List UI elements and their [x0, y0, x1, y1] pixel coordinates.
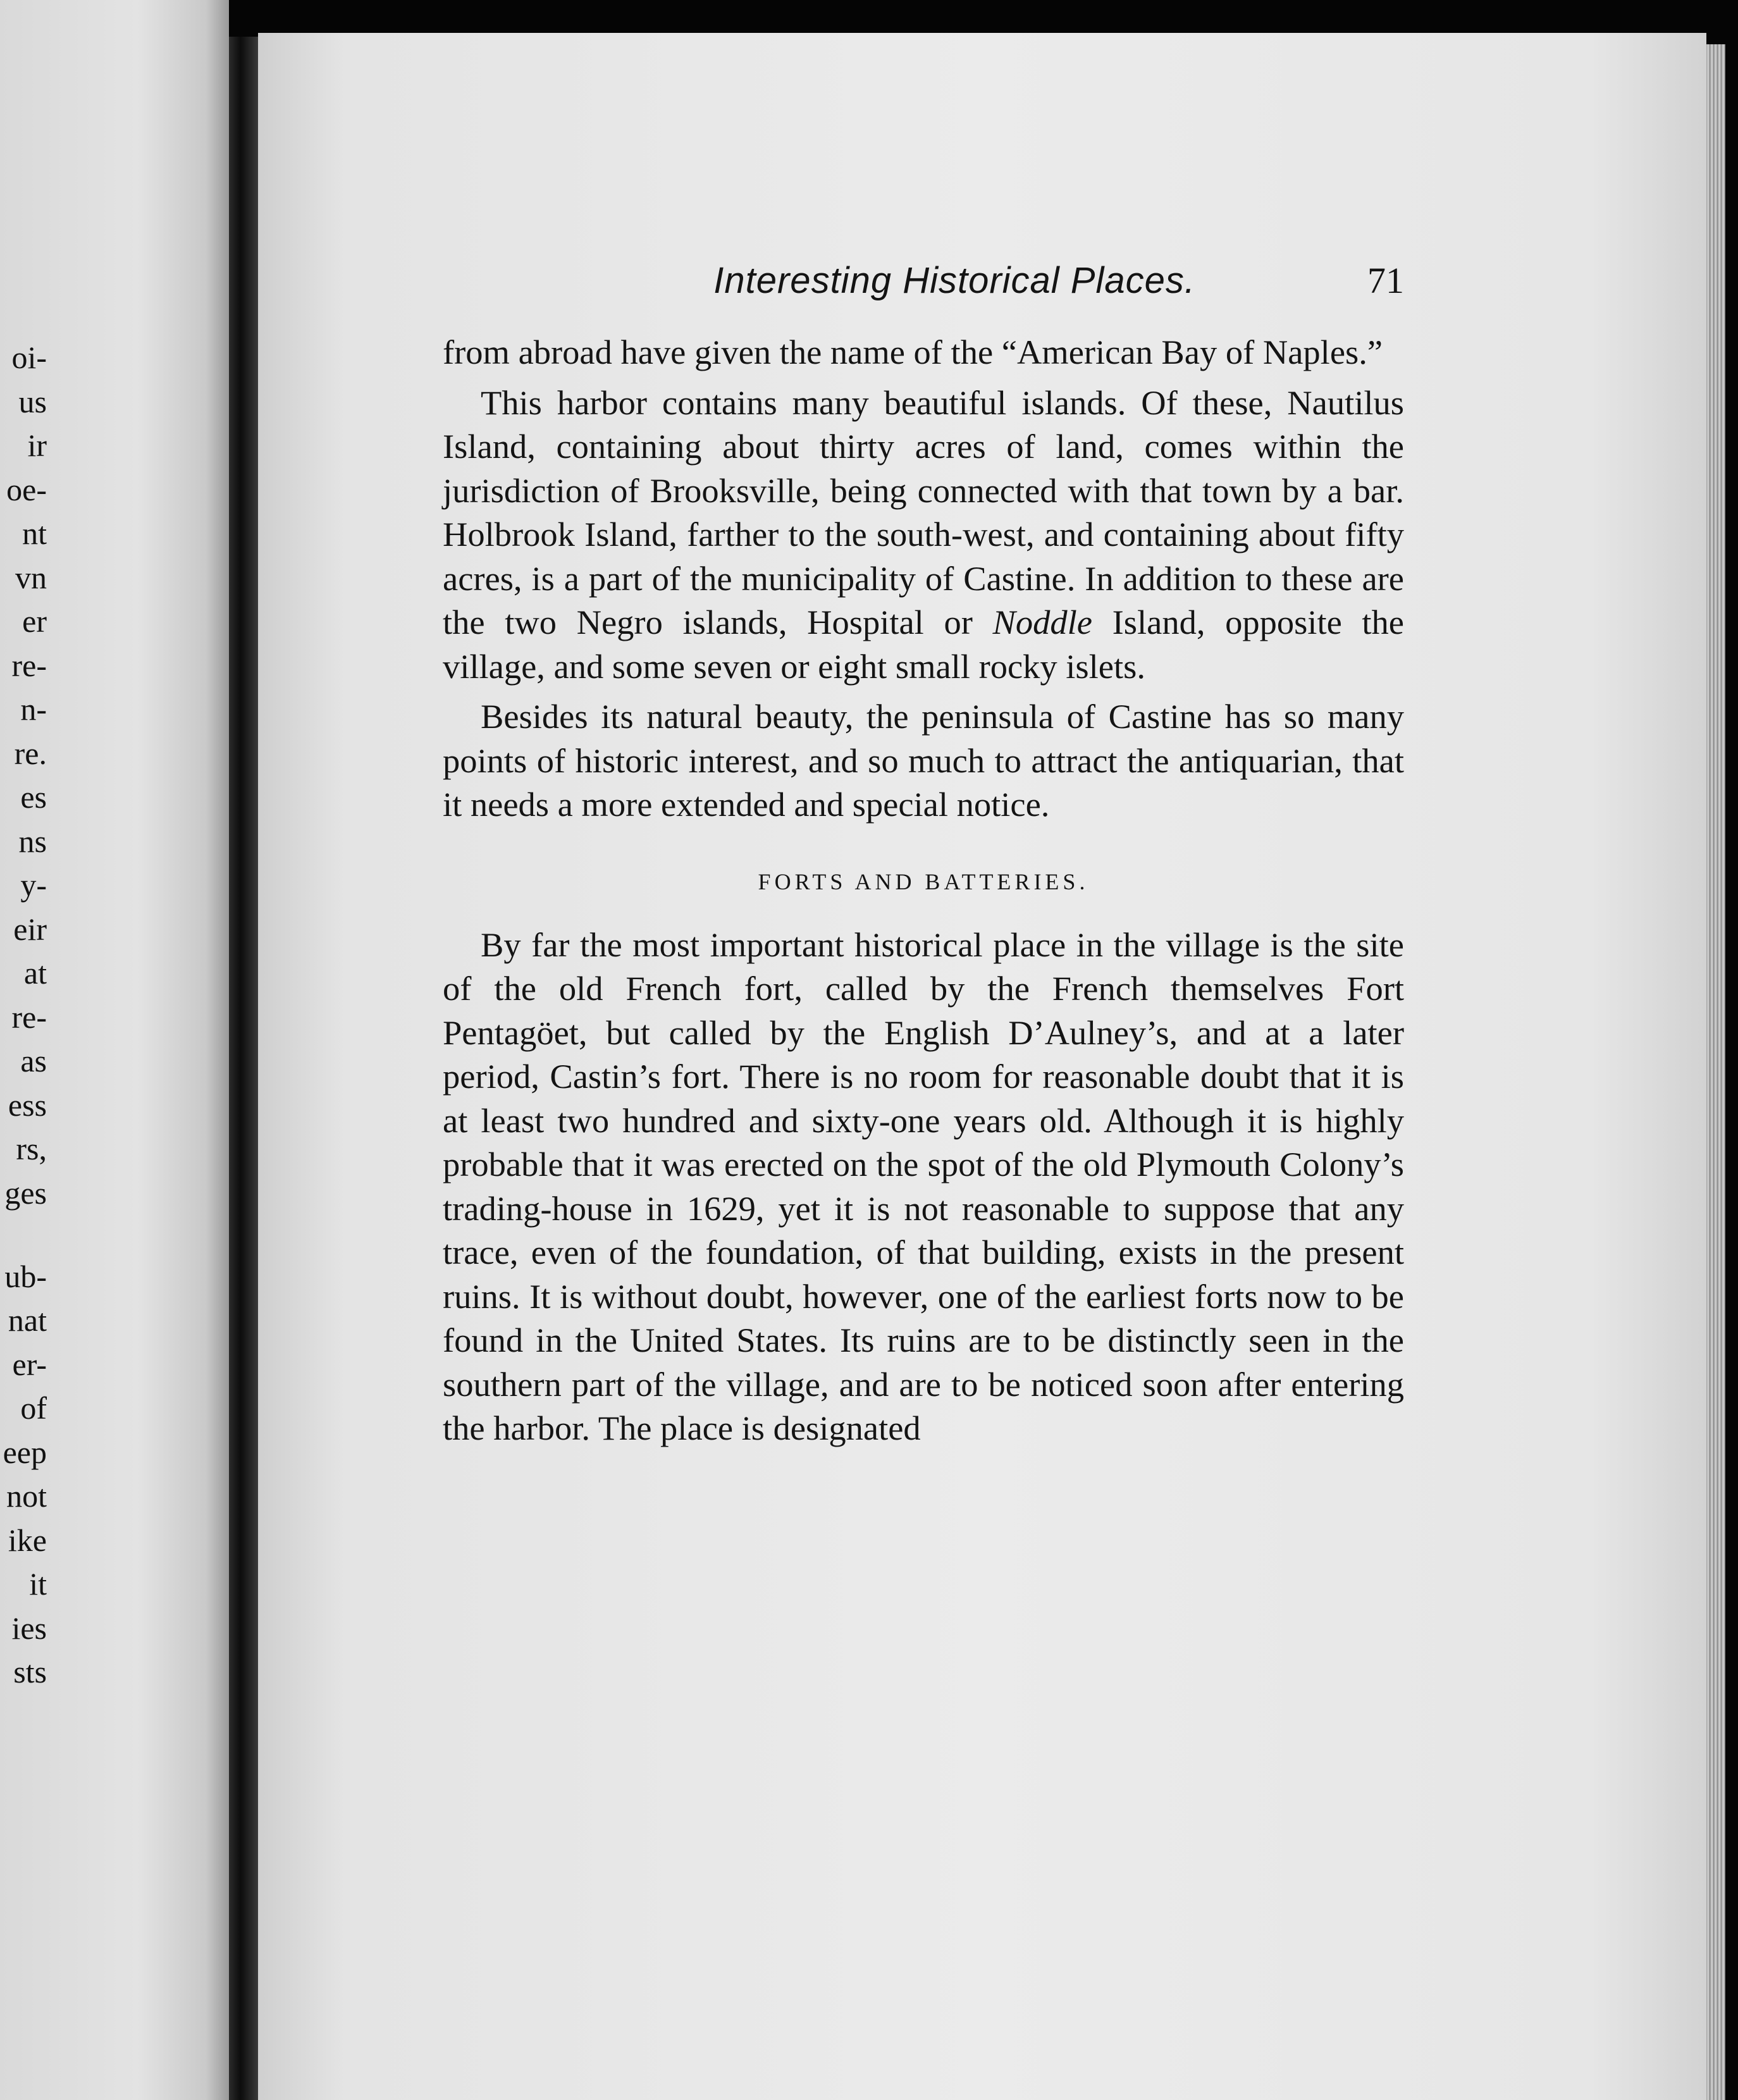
left-page-fragment: ike — [8, 1522, 47, 1558]
left-page-fragment: y- — [20, 867, 47, 903]
left-page-fragment: of — [20, 1390, 47, 1426]
left-page-fragment: es — [20, 779, 47, 815]
left-page — [0, 0, 229, 2100]
paragraph-harbor-islands-end: Island, opposite the village, and some seven or eight small rocky islets. — [443, 603, 1404, 686]
left-page-fragment: ges — [4, 1175, 47, 1211]
left-page-fragment: re- — [11, 999, 47, 1035]
noddle-italic: Noddle — [992, 603, 1092, 641]
left-page-fragment: re. — [14, 735, 47, 771]
left-page-fragment: ub- — [4, 1258, 47, 1294]
book-gutter — [229, 37, 258, 2100]
left-page-fragment: us — [18, 383, 47, 419]
left-page-fragment: re- — [11, 647, 47, 683]
running-head — [443, 259, 1404, 323]
left-page-fragment: it — [29, 1566, 47, 1602]
left-page-fragment: sts — [13, 1654, 47, 1690]
left-page-fragment: rs, — [16, 1131, 47, 1166]
paragraph-continuation: from abroad have given the name of the “American Bay of Naples.” — [443, 333, 1383, 371]
paragraph-french-fort: By far the most important historical place in the village is the site of the old French fort, called by the French themselves Fort Pentagöet, but called by the English D’Aulney’s, and at a later period, Castin’s fort. There is no room for reasonable doubt that it is at least two hundred and sixty-one years old. Although it is highly probable that it was erected on the spot of the old Plymouth Colony’s trading-house in 1629, yet it is not reasonable to suppose that any trace, even of the foundation, of that building, exists in the present ruins. It is without doubt, however, one of the earliest forts now to be found in the United States. Its ruins are to be distinctly seen in the southern part of the village, and are to be noticed soon after entering the harbor. The place is designated — [443, 925, 1404, 1447]
left-page-fragment: er- — [12, 1346, 47, 1382]
left-page-fragment: nat — [8, 1302, 47, 1338]
left-page-fragment: er — [22, 603, 47, 639]
left-page-fragment: at — [23, 955, 47, 991]
left-page-fragment: eir — [13, 911, 47, 947]
paragraph-natural-beauty: Besides its natural beauty, the peninsula of Castine has so many points of historic interest, and so much to attract the antiquarian, that it needs a more extended and special notice. — [443, 697, 1404, 824]
left-page-fragment: ess — [8, 1087, 47, 1123]
paragraph-harbor-islands-text: This harbor contains many beautiful islands. Of these, Nautilus Island, containing about thirty acres of land, comes within the jurisdiction of Brooksville, being connected with that town by a bar. Holbrook Island, farther to the south-west, and containing about fifty acres, is a part of the municipality of Castine. In addition to these are the two Negro islands, Hospital or — [443, 383, 1404, 641]
paragraph-harbor-islands — [443, 381, 1404, 689]
page-number: 71 — [1367, 260, 1404, 301]
running-head-title: Interesting Historical Places. — [713, 260, 1195, 301]
left-page-text-fragments — [0, 342, 57, 1796]
left-page-fragment: eep — [3, 1434, 47, 1470]
left-page-fragment: nt — [22, 516, 47, 551]
left-page-fragment: ies — [11, 1610, 47, 1646]
page-text-block — [443, 259, 1404, 1450]
page-edges — [1706, 44, 1725, 2100]
left-page-fragment: vn — [15, 559, 47, 595]
left-page-fragment: oi- — [11, 340, 47, 375]
left-page-fragment: ns — [18, 823, 47, 859]
left-page-fragment: as — [20, 1043, 47, 1078]
left-page-fragment: oe- — [6, 471, 47, 507]
left-page-fragment: not — [6, 1478, 47, 1514]
left-page-fragment: n- — [20, 691, 47, 727]
section-heading: FORTS AND BATTERIES. — [758, 868, 1089, 894]
left-page-fragment: ir — [27, 428, 47, 463]
